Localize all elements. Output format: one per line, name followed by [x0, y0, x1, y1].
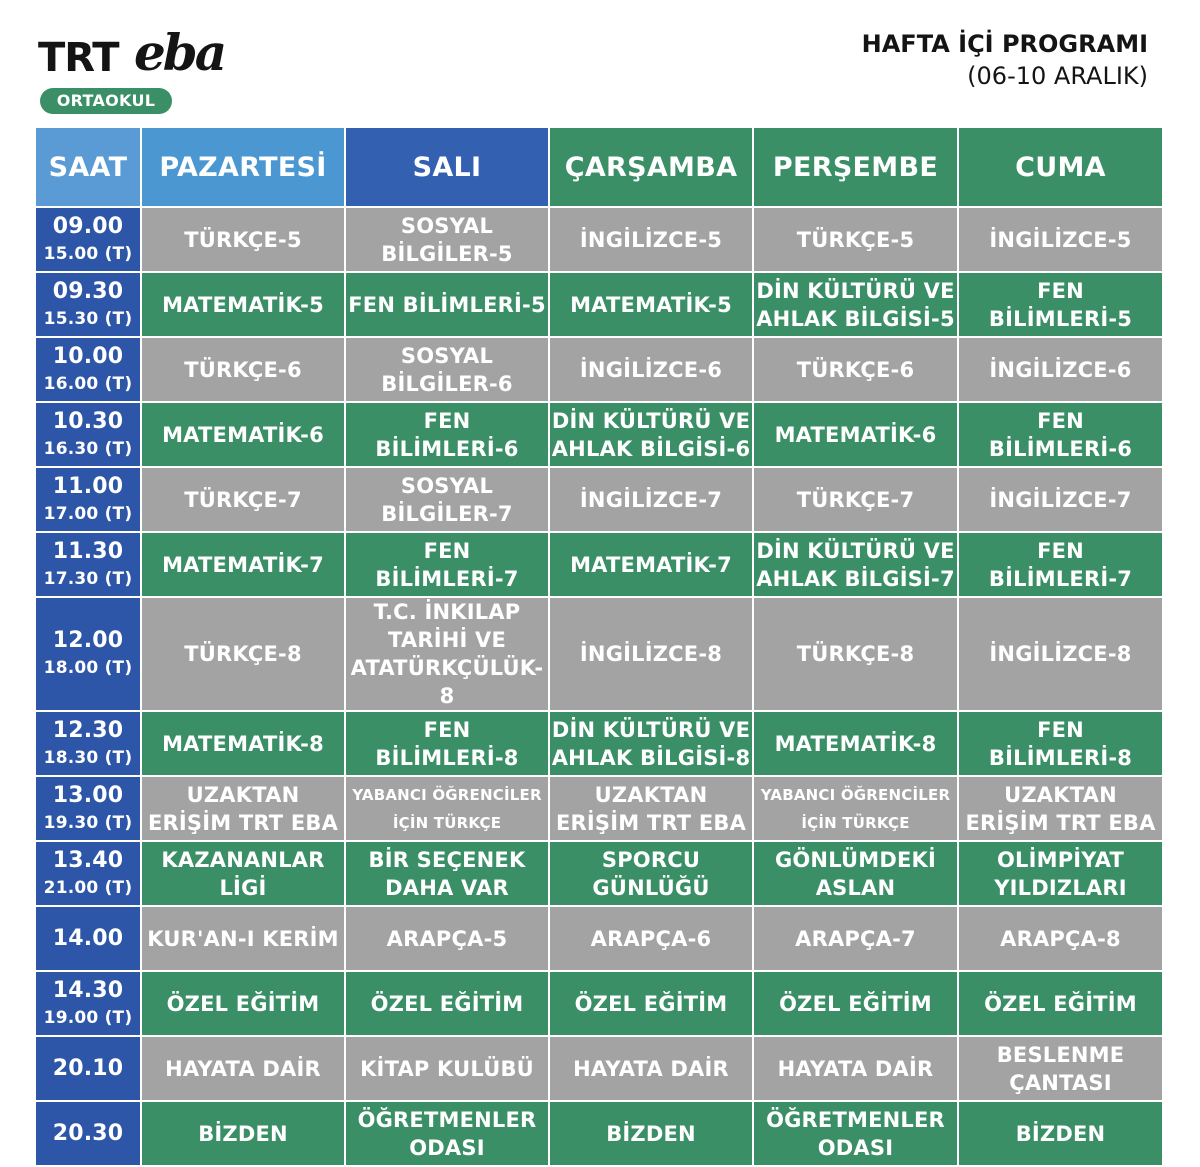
- table-row: [36, 208, 1164, 273]
- program-cell-sali: SOSYAL BİLGİLER-7: [346, 468, 550, 533]
- table-row: [36, 972, 1164, 1037]
- time-main: 10.00: [52, 343, 124, 369]
- table-row: [36, 338, 1164, 403]
- program-cell-persembe: MATEMATİK-6: [754, 403, 959, 468]
- schedule-table: [36, 128, 1164, 1167]
- program-cell-persembe: TÜRKÇE-8: [754, 598, 959, 712]
- time-alt: 16.00 (T): [43, 373, 133, 394]
- program-cell-persembe: HAYATA DAİR: [754, 1037, 959, 1102]
- program-cell-pazartesi: BİZDEN: [142, 1102, 346, 1167]
- time-cell: [36, 777, 142, 842]
- program-cell-carsamba: SPORCU GÜNLÜĞÜ: [550, 842, 754, 907]
- program-cell-cuma: UZAKTAN ERİŞİM TRT EBA: [959, 777, 1164, 842]
- program-cell-carsamba: UZAKTAN ERİŞİM TRT EBA: [550, 777, 754, 842]
- time-cell: [36, 907, 142, 972]
- time-main: 11.30: [52, 538, 124, 564]
- program-cell-sali: SOSYAL BİLGİLER-6: [346, 338, 550, 403]
- time-alt: 18.30 (T): [43, 747, 133, 768]
- program-cell-persembe: DİN KÜLTÜRÜ VE AHLAK BİLGİSİ-5: [754, 273, 959, 338]
- header-saat: SAAT: [36, 128, 142, 208]
- time-main: 12.00: [52, 628, 124, 653]
- program-cell-cuma: FEN BİLİMLERİ-6: [959, 403, 1164, 468]
- program-cell-cuma: İNGİLİZCE-6: [959, 338, 1164, 403]
- table-row: [36, 1102, 1164, 1167]
- header-cuma: CUMA: [959, 128, 1164, 208]
- header-carsamba: ÇARŞAMBA: [550, 128, 754, 208]
- table-row: [36, 907, 1164, 972]
- time-main: 14.00: [52, 925, 124, 951]
- time-main: 11.00: [52, 473, 124, 499]
- table-row: [36, 1037, 1164, 1102]
- program-cell-sali: YABANCI ÖĞRENCİLER İÇİN TÜRKÇE: [346, 777, 550, 842]
- time-cell: [36, 273, 142, 338]
- program-cell-pazartesi: TÜRKÇE-5: [142, 208, 346, 273]
- time-main: 14.30: [52, 977, 124, 1003]
- header-sali: SALI: [346, 128, 550, 208]
- time-alt: 19.00 (T): [43, 1007, 133, 1028]
- program-cell-sali: ARAPÇA-5: [346, 907, 550, 972]
- time-cell: [36, 842, 142, 907]
- time-cell: [36, 972, 142, 1037]
- program-cell-cuma: İNGİLİZCE-5: [959, 208, 1164, 273]
- program-cell-carsamba: DİN KÜLTÜRÜ VE AHLAK BİLGİSİ-6: [550, 403, 754, 468]
- time-cell: [36, 598, 142, 712]
- header-pazartesi: PAZARTESİ: [142, 128, 346, 208]
- program-cell-carsamba: MATEMATİK-7: [550, 533, 754, 598]
- table-row: [36, 273, 1164, 338]
- program-cell-sali: SOSYAL BİLGİLER-5: [346, 208, 550, 273]
- program-cell-carsamba: İNGİLİZCE-8: [550, 598, 754, 712]
- trt-eba-logo: [38, 23, 238, 116]
- program-cell-carsamba: MATEMATİK-5: [550, 273, 754, 338]
- table-row: [36, 403, 1164, 468]
- program-cell-carsamba: İNGİLİZCE-7: [550, 468, 754, 533]
- header-row: [36, 128, 1164, 208]
- program-cell-persembe: YABANCI ÖĞRENCİLER İÇİN TÜRKÇE: [754, 777, 959, 842]
- program-cell-carsamba: HAYATA DAİR: [550, 1037, 754, 1102]
- program-cell-carsamba: ÖZEL EĞİTİM: [550, 972, 754, 1037]
- program-cell-pazartesi: TÜRKÇE-8: [142, 598, 346, 712]
- program-cell-pazartesi: ÖZEL EĞİTİM: [142, 972, 346, 1037]
- time-cell: [36, 338, 142, 403]
- program-cell-sali: FEN BİLİMLERİ-7: [346, 533, 550, 598]
- program-cell-sali: T.C. İNKILAP TARİHİ VE ATATÜRKÇÜLÜK-8: [346, 598, 550, 712]
- program-cell-persembe: ÖĞRETMENLER ODASI: [754, 1102, 959, 1167]
- program-cell-persembe: DİN KÜLTÜRÜ VE AHLAK BİLGİSİ-7: [754, 533, 959, 598]
- time-alt: 17.30 (T): [43, 568, 133, 589]
- time-main: 13.00: [52, 782, 124, 808]
- program-title: HAFTA İÇİ PROGRAMI: [861, 30, 1148, 58]
- table-row: [36, 777, 1164, 842]
- program-cell-carsamba: ARAPÇA-6: [550, 907, 754, 972]
- program-cell-pazartesi: TÜRKÇE-7: [142, 468, 346, 533]
- program-cell-cuma: İNGİLİZCE-7: [959, 468, 1164, 533]
- logo-eba: eba: [134, 23, 225, 82]
- program-cell-sali: KİTAP KULÜBÜ: [346, 1037, 550, 1102]
- program-cell-pazartesi: UZAKTAN ERİŞİM TRT EBA: [142, 777, 346, 842]
- program-cell-persembe: TÜRKÇE-6: [754, 338, 959, 403]
- program-cell-persembe: TÜRKÇE-5: [754, 208, 959, 273]
- time-main: 12.30: [52, 717, 124, 743]
- time-main: 20.10: [52, 1055, 124, 1081]
- time-alt: 15.00 (T): [43, 243, 133, 264]
- time-cell: [36, 208, 142, 273]
- program-heading: [862, 28, 1148, 92]
- program-cell-sali: FEN BİLİMLERİ-6: [346, 403, 550, 468]
- program-cell-cuma: İNGİLİZCE-8: [959, 598, 1164, 712]
- time-cell: [36, 1037, 142, 1102]
- time-cell: [36, 468, 142, 533]
- time-main: 09.30: [52, 278, 124, 304]
- header-persembe: PERŞEMBE: [754, 128, 959, 208]
- program-cell-sali: ÖZEL EĞİTİM: [346, 972, 550, 1037]
- table-row: [36, 468, 1164, 533]
- time-alt: 17.00 (T): [43, 503, 133, 524]
- program-cell-pazartesi: MATEMATİK-5: [142, 273, 346, 338]
- program-cell-cuma: FEN BİLİMLERİ-5: [959, 273, 1164, 338]
- time-main: 20.30: [52, 1120, 124, 1146]
- program-cell-persembe: GÖNLÜMDEKİ ASLAN: [754, 842, 959, 907]
- program-cell-sali: FEN BİLİMLERİ-8: [346, 712, 550, 777]
- program-cell-cuma: FEN BİLİMLERİ-7: [959, 533, 1164, 598]
- program-cell-sali: ÖĞRETMENLER ODASI: [346, 1102, 550, 1167]
- program-cell-pazartesi: KAZANANLAR LİGİ: [142, 842, 346, 907]
- time-alt: 19.30 (T): [43, 812, 133, 833]
- table-row: [36, 712, 1164, 777]
- program-cell-carsamba: İNGİLİZCE-5: [550, 208, 754, 273]
- program-cell-cuma: ARAPÇA-8: [959, 907, 1164, 972]
- program-cell-cuma: FEN BİLİMLERİ-8: [959, 712, 1164, 777]
- table-row: [36, 842, 1164, 907]
- program-cell-pazartesi: MATEMATİK-6: [142, 403, 346, 468]
- time-main: 09.00: [52, 213, 124, 239]
- program-cell-carsamba: İNGİLİZCE-6: [550, 338, 754, 403]
- program-cell-persembe: TÜRKÇE-7: [754, 468, 959, 533]
- program-cell-carsamba: BİZDEN: [550, 1102, 754, 1167]
- program-cell-persembe: ÖZEL EĞİTİM: [754, 972, 959, 1037]
- program-cell-carsamba: DİN KÜLTÜRÜ VE AHLAK BİLGİSİ-8: [550, 712, 754, 777]
- time-alt: 21.00 (T): [43, 877, 133, 898]
- program-cell-persembe: MATEMATİK-8: [754, 712, 959, 777]
- program-cell-cuma: BESLENME ÇANTASI: [959, 1037, 1164, 1102]
- time-main: 13.40: [52, 847, 124, 873]
- program-cell-pazartesi: KUR'AN-I KERİM: [142, 907, 346, 972]
- time-cell: [36, 533, 142, 598]
- program-dates: (06-10 ARALIK): [967, 62, 1148, 90]
- time-cell: [36, 712, 142, 777]
- program-cell-pazartesi: HAYATA DAİR: [142, 1037, 346, 1102]
- time-main: 10.30: [52, 408, 124, 434]
- logo-trt: TRT: [38, 35, 119, 81]
- program-cell-pazartesi: TÜRKÇE-6: [142, 338, 346, 403]
- program-cell-persembe: ARAPÇA-7: [754, 907, 959, 972]
- program-cell-sali: BİR SEÇENEK DAHA VAR: [346, 842, 550, 907]
- level-badge: ORTAOKUL: [40, 88, 172, 114]
- time-alt: 16.30 (T): [43, 438, 133, 459]
- program-cell-cuma: ÖZEL EĞİTİM: [959, 972, 1164, 1037]
- program-cell-pazartesi: MATEMATİK-7: [142, 533, 346, 598]
- time-alt: 18.00 (T): [43, 658, 133, 678]
- program-cell-cuma: OLİMPİYAT YILDIZLARI: [959, 842, 1164, 907]
- table-row: [36, 598, 1164, 712]
- program-cell-sali: FEN BİLİMLERİ-5: [346, 273, 550, 338]
- time-cell: [36, 1102, 142, 1167]
- time-alt: 15.30 (T): [43, 308, 133, 329]
- time-cell: [36, 403, 142, 468]
- program-cell-pazartesi: MATEMATİK-8: [142, 712, 346, 777]
- table-row: [36, 533, 1164, 598]
- program-cell-cuma: BİZDEN: [959, 1102, 1164, 1167]
